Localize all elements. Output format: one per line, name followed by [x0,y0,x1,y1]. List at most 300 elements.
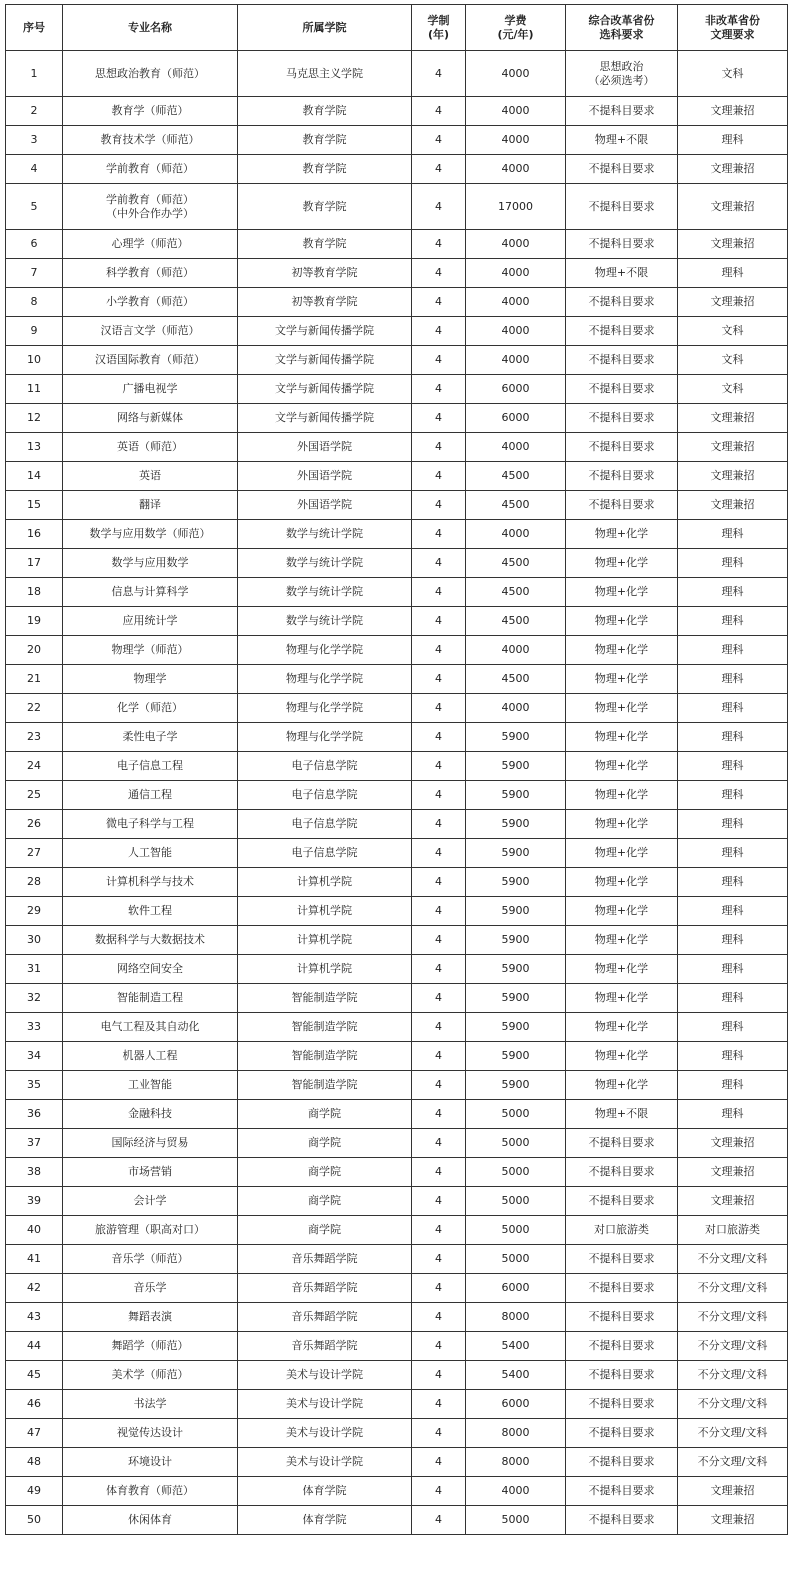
cell-major-name [63,1303,238,1332]
table-row [6,1361,788,1390]
cell-no: 42 [6,1274,63,1303]
cell-nonreform-requirement: 文理兼招 [678,184,788,230]
cell-no: 46 [6,1390,63,1419]
cell-fee: 5400 [466,1332,566,1361]
cell-years: 4 [412,810,466,839]
cell-reform-requirement [566,1216,678,1245]
cell-years: 4 [412,665,466,694]
table-body [6,51,788,1535]
cell-fee: 17000 [466,184,566,230]
cell-years: 4 [412,1303,466,1332]
table-row [6,51,788,97]
cell-fee: 4000 [466,155,566,184]
cell-years: 4 [412,259,466,288]
cell-no: 49 [6,1477,63,1506]
table-row [6,1071,788,1100]
cell-text: 物理+不限 [594,1107,649,1120]
cell-major-name [63,1187,238,1216]
cell-major-name [63,1158,238,1187]
cell-text: 不提科目要求 [588,104,655,117]
cell-no: 11 [6,375,63,404]
cell-years: 4 [412,1100,466,1129]
cell-fee: 4000 [466,433,566,462]
cell-years: 4 [412,1506,466,1535]
cell-reform-requirement [566,781,678,810]
cell-text: 音乐学 [133,1281,167,1294]
cell-text: 物理+化学 [594,730,649,743]
cell-nonreform-requirement: 理科 [678,665,788,694]
cell-nonreform-requirement: 对口旅游类 [678,1216,788,1245]
cell-nonreform-requirement: 不分文理/文科 [678,1361,788,1390]
cell-fee: 8000 [466,1448,566,1477]
cell-reform-requirement [566,51,678,97]
cell-major-name [63,433,238,462]
cell-college: 商学院 [238,1100,412,1129]
cell-nonreform-requirement: 理科 [678,607,788,636]
cell-text: 数据科学与大数据技术 [95,933,205,946]
cell-fee: 4000 [466,126,566,155]
cell-no: 33 [6,1013,63,1042]
cell-no: 9 [6,317,63,346]
cell-college: 商学院 [238,1158,412,1187]
cell-nonreform-requirement: 文理兼招 [678,1187,788,1216]
cell-text: 对口旅游类 [594,1223,649,1236]
cell-college: 教育学院 [238,97,412,126]
cell-reform-requirement [566,1332,678,1361]
header-label: 序号 [23,20,45,34]
cell-text: 科学教育（师范） [106,266,194,279]
cell-text: 物理+化学 [594,991,649,1004]
cell-reform-requirement [566,955,678,984]
cell-nonreform-requirement: 文科 [678,317,788,346]
cell-college: 教育学院 [238,126,412,155]
cell-college: 智能制造学院 [238,1013,412,1042]
table-row [6,665,788,694]
cell-nonreform-requirement: 文理兼招 [678,155,788,184]
table-row [6,607,788,636]
cell-fee: 8000 [466,1303,566,1332]
cell-no: 38 [6,1158,63,1187]
cell-no: 27 [6,839,63,868]
cell-no: 6 [6,230,63,259]
table-header-row [6,5,788,51]
cell-nonreform-requirement: 文理兼招 [678,404,788,433]
cell-fee: 4000 [466,97,566,126]
cell-nonreform-requirement: 理科 [678,926,788,955]
cell-reform-requirement [566,155,678,184]
cell-reform-requirement [566,1100,678,1129]
cell-college: 教育学院 [238,230,412,259]
cell-text: 不提科目要求 [588,1165,655,1178]
cell-no: 2 [6,97,63,126]
cell-text: 数学与应用数学 [111,556,189,569]
cell-text: 小学教育（师范） [106,295,194,308]
cell-reform-requirement [566,230,678,259]
cell-college: 体育学院 [238,1477,412,1506]
cell-text: 美术学（师范） [111,1368,189,1381]
cell-text: 数学与应用数学（师范） [89,527,211,540]
cell-college: 物理与化学学院 [238,723,412,752]
table-row [6,694,788,723]
cell-fee: 5000 [466,1187,566,1216]
cell-college: 文学与新闻传播学院 [238,346,412,375]
cell-nonreform-requirement: 理科 [678,868,788,897]
cell-fee: 4000 [466,317,566,346]
header-years [412,5,466,51]
cell-nonreform-requirement: 理科 [678,1013,788,1042]
cell-text: 物理+不限 [594,133,649,146]
cell-major-name [63,578,238,607]
cell-fee: 4500 [466,665,566,694]
cell-college: 数学与统计学院 [238,578,412,607]
cell-text: 计算机科学与技术 [106,875,194,888]
cell-nonreform-requirement: 文理兼招 [678,1129,788,1158]
cell-years: 4 [412,578,466,607]
cell-college: 音乐舞蹈学院 [238,1245,412,1274]
cell-fee: 5900 [466,897,566,926]
cell-text: 广播电视学 [122,382,178,395]
cell-major-name [63,1506,238,1535]
cell-college: 文学与新闻传播学院 [238,375,412,404]
cell-nonreform-requirement: 文理兼招 [678,1158,788,1187]
cell-no: 3 [6,126,63,155]
table-row [6,462,788,491]
cell-college: 文学与新闻传播学院 [238,317,412,346]
cell-text: 不提科目要求 [588,237,655,250]
cell-reform-requirement [566,578,678,607]
cell-years: 4 [412,781,466,810]
cell-years: 4 [412,375,466,404]
cell-college: 初等教育学院 [238,288,412,317]
cell-text: 物理+不限 [594,266,649,279]
cell-college: 数学与统计学院 [238,607,412,636]
cell-fee: 4500 [466,491,566,520]
cell-years: 4 [412,126,466,155]
cell-major-name [63,230,238,259]
table-row [6,578,788,607]
cell-nonreform-requirement: 理科 [678,259,788,288]
cell-years: 4 [412,984,466,1013]
cell-major-name [63,752,238,781]
cell-major-name [63,1361,238,1390]
header-college [238,5,412,51]
cell-nonreform-requirement: 理科 [678,126,788,155]
cell-years: 4 [412,1071,466,1100]
cell-text: 物理+化学 [594,962,649,975]
cell-text: 不提科目要求 [588,382,655,395]
table-row [6,155,788,184]
cell-nonreform-requirement: 文理兼招 [678,1477,788,1506]
cell-college: 马克思主义学院 [238,51,412,97]
cell-nonreform-requirement: 文科 [678,51,788,97]
cell-text: 环境设计 [128,1455,172,1468]
cell-nonreform-requirement: 文科 [678,375,788,404]
header-label: 学费 [504,13,527,27]
cell-text: 不提科目要求 [588,1426,655,1439]
cell-text: 化学（师范） [117,701,183,714]
cell-text: 物理+化学 [594,585,649,598]
header-label: 选科要求 [599,27,644,41]
cell-major-name [63,607,238,636]
table-row [6,1158,788,1187]
table-row [6,491,788,520]
table-row [6,1216,788,1245]
cell-major-name [63,665,238,694]
cell-college: 电子信息学院 [238,752,412,781]
cell-text: 不提科目要求 [588,1281,655,1294]
cell-years: 4 [412,723,466,752]
cell-text: 不提科目要求 [588,1339,655,1352]
cell-reform-requirement [566,926,678,955]
table-row [6,1245,788,1274]
cell-text: 物理+化学 [594,759,649,772]
cell-years: 4 [412,1158,466,1187]
cell-major-name [63,955,238,984]
header-label: 所属学院 [302,20,347,34]
cell-fee: 5900 [466,781,566,810]
cell-text: 微电子科学与工程 [106,817,194,830]
cell-reform-requirement [566,984,678,1013]
cell-text: （中外合作办学） [106,206,194,220]
cell-text: 人工智能 [128,846,172,859]
cell-reform-requirement [566,1245,678,1274]
cell-no: 43 [6,1303,63,1332]
cell-no: 30 [6,926,63,955]
cell-major-name [63,375,238,404]
cell-text: 物理+化学 [594,933,649,946]
cell-fee: 4500 [466,549,566,578]
cell-college: 外国语学院 [238,462,412,491]
table-row [6,1419,788,1448]
cell-text: 国际经济与贸易 [111,1136,189,1149]
cell-text: 心理学（师范） [111,237,189,250]
cell-college: 商学院 [238,1129,412,1158]
cell-reform-requirement [566,317,678,346]
cell-text: 不提科目要求 [588,295,655,308]
cell-no: 23 [6,723,63,752]
cell-reform-requirement [566,1071,678,1100]
cell-text: 学前教育（师范） [106,192,194,206]
cell-text: 物理学 [133,672,167,685]
cell-text: 舞蹈学（师范） [111,1339,189,1352]
header-fee [466,5,566,51]
cell-college: 美术与设计学院 [238,1390,412,1419]
cell-text: 信息与计算科学 [111,585,189,598]
table-row [6,1274,788,1303]
cell-major-name [63,1071,238,1100]
cell-text: 不提科目要求 [588,1194,655,1207]
table-row [6,1390,788,1419]
cell-text: 旅游管理（职高对口） [95,1223,205,1236]
table-row [6,636,788,665]
cell-nonreform-requirement: 理科 [678,578,788,607]
cell-years: 4 [412,607,466,636]
cell-years: 4 [412,1332,466,1361]
cell-text: 不提科目要求 [588,440,655,453]
cell-college: 美术与设计学院 [238,1361,412,1390]
cell-text: 英语 [139,469,161,482]
cell-fee: 5900 [466,955,566,984]
cell-nonreform-requirement: 文理兼招 [678,288,788,317]
cell-college: 教育学院 [238,184,412,230]
cell-nonreform-requirement: 理科 [678,694,788,723]
cell-years: 4 [412,1448,466,1477]
cell-college: 初等教育学院 [238,259,412,288]
cell-no: 16 [6,520,63,549]
table-row [6,839,788,868]
cell-text: 不提科目要求 [588,1397,655,1410]
cell-college: 计算机学院 [238,926,412,955]
cell-text: 网络与新媒体 [117,411,183,424]
cell-reform-requirement [566,1419,678,1448]
header-reform-requirement [566,5,678,51]
cell-college: 外国语学院 [238,433,412,462]
cell-major-name [63,520,238,549]
cell-reform-requirement [566,1042,678,1071]
cell-college: 音乐舞蹈学院 [238,1332,412,1361]
cell-major-name [63,694,238,723]
cell-fee: 4000 [466,51,566,97]
cell-years: 4 [412,288,466,317]
cell-major-name [63,97,238,126]
cell-years: 4 [412,520,466,549]
cell-no: 50 [6,1506,63,1535]
cell-text: 不提科目要求 [588,498,655,511]
cell-no: 25 [6,781,63,810]
cell-years: 4 [412,549,466,578]
cell-reform-requirement [566,549,678,578]
cell-no: 41 [6,1245,63,1274]
table-row [6,317,788,346]
cell-college: 物理与化学学院 [238,636,412,665]
cell-reform-requirement [566,520,678,549]
header-label: 学制 [427,13,450,27]
cell-reform-requirement [566,346,678,375]
cell-years: 4 [412,636,466,665]
cell-reform-requirement [566,404,678,433]
cell-major-name [63,51,238,97]
cell-text: 网络空间安全 [117,962,183,975]
cell-fee: 5900 [466,810,566,839]
table-row [6,404,788,433]
cell-nonreform-requirement: 文理兼招 [678,1506,788,1535]
cell-fee: 5900 [466,1071,566,1100]
cell-text: 不提科目要求 [588,1368,655,1381]
cell-reform-requirement [566,184,678,230]
cell-text: 英语（师范） [117,440,183,453]
cell-years: 4 [412,230,466,259]
cell-text: 不提科目要求 [588,1513,655,1526]
cell-major-name [63,1477,238,1506]
cell-college: 体育学院 [238,1506,412,1535]
cell-years: 4 [412,1245,466,1274]
cell-fee: 5900 [466,1042,566,1071]
cell-text: 音乐学（师范） [111,1252,189,1265]
header-label: 综合改革省份 [588,13,655,27]
cell-fee: 5900 [466,752,566,781]
cell-college: 教育学院 [238,155,412,184]
cell-college: 物理与化学学院 [238,694,412,723]
cell-text: 物理+化学 [594,1020,649,1033]
cell-no: 35 [6,1071,63,1100]
cell-text: 物理学（师范） [111,643,189,656]
cell-nonreform-requirement: 不分文理/文科 [678,1274,788,1303]
cell-reform-requirement [566,607,678,636]
cell-college: 电子信息学院 [238,810,412,839]
cell-text: 物理+化学 [594,817,649,830]
cell-text: 不提科目要求 [588,1252,655,1265]
cell-college: 美术与设计学院 [238,1448,412,1477]
cell-no: 47 [6,1419,63,1448]
table-row [6,1332,788,1361]
cell-years: 4 [412,184,466,230]
cell-text: 物理+化学 [594,904,649,917]
header-label: 非改革省份 [705,13,760,27]
cell-reform-requirement [566,665,678,694]
cell-years: 4 [412,433,466,462]
table-row [6,259,788,288]
cell-text: 电气工程及其自动化 [100,1020,200,1033]
cell-no: 24 [6,752,63,781]
cell-text: 物理+化学 [594,846,649,859]
majors-table-container [5,4,788,1535]
cell-reform-requirement [566,1129,678,1158]
cell-no: 26 [6,810,63,839]
cell-reform-requirement [566,1158,678,1187]
cell-text: 物理+化学 [594,788,649,801]
table-row [6,126,788,155]
cell-years: 4 [412,868,466,897]
table-row [6,1448,788,1477]
table-row [6,288,788,317]
cell-text: 汉语言文学（师范） [100,324,200,337]
table-row [6,346,788,375]
cell-major-name [63,1274,238,1303]
cell-years: 4 [412,839,466,868]
cell-no: 21 [6,665,63,694]
table-row [6,984,788,1013]
cell-no: 36 [6,1100,63,1129]
cell-reform-requirement [566,1013,678,1042]
cell-fee: 6000 [466,404,566,433]
cell-years: 4 [412,404,466,433]
cell-years: 4 [412,1013,466,1042]
cell-major-name [63,549,238,578]
cell-major-name [63,1448,238,1477]
cell-text: 物理+化学 [594,556,649,569]
cell-fee: 4500 [466,607,566,636]
cell-fee: 5000 [466,1245,566,1274]
cell-text: （必须选考） [588,73,655,87]
cell-reform-requirement [566,810,678,839]
cell-nonreform-requirement: 不分文理/文科 [678,1448,788,1477]
cell-text: 思想政治教育（师范） [95,66,205,80]
cell-major-name [63,126,238,155]
cell-major-name [63,259,238,288]
cell-major-name [63,404,238,433]
cell-major-name [63,868,238,897]
cell-text: 不提科目要求 [588,1484,655,1497]
cell-major-name [63,1100,238,1129]
cell-no: 20 [6,636,63,665]
cell-major-name [63,781,238,810]
cell-text: 智能制造工程 [117,991,183,1004]
cell-fee: 4000 [466,520,566,549]
cell-text: 物理+化学 [594,701,649,714]
cell-no: 15 [6,491,63,520]
cell-text: 视觉传达设计 [117,1426,183,1439]
cell-text: 会计学 [133,1194,167,1207]
